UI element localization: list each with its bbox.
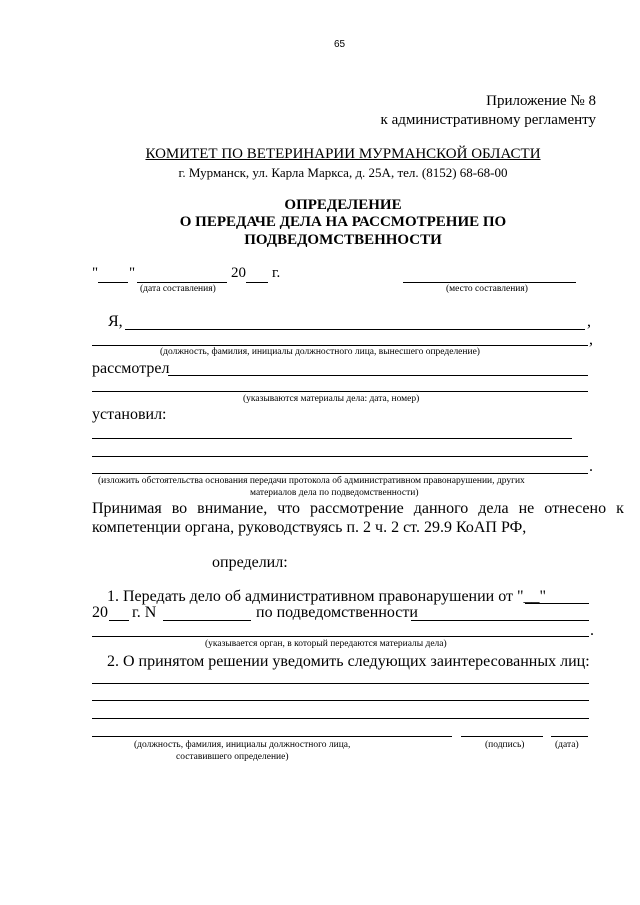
comma-1: , [587,313,591,330]
place-field[interactable] [403,282,576,283]
year-prefix: 20 [231,265,246,281]
decided-label: определил: [212,554,288,571]
item1-caption: (указывается орган, в который передаются материалы дела) [205,639,447,649]
day-quote-close: " [129,265,136,281]
committee-name: КОМИТЕТ ПО ВЕТЕРИНАРИИ МУРМАНСКОЙ ОБЛАСТИ [145,146,541,162]
signature-field[interactable] [461,736,543,737]
considered-field-line1[interactable] [168,375,588,376]
established-field-line3[interactable] [92,473,588,474]
item1-number-field[interactable] [163,620,251,621]
item1-month-field[interactable] [525,603,589,604]
appendix-number: Приложение № 8 [486,93,596,109]
signature-date-field[interactable] [551,736,588,737]
item2-text: 2. О принятом решении уведомить следующих заинтересованных лиц: [107,653,590,670]
item1-number-label: г. N [132,604,157,621]
item1-jurisdiction-field[interactable] [411,620,589,621]
year-field[interactable] [246,282,268,283]
considered-caption: (указываются материалы дела: дата, номер) [243,394,420,404]
day-field[interactable] [98,282,128,283]
body-text-line2: компетенции органа, руководствуясь п. 2 ч. 2 ст. 29.9 КоАП РФ, [92,519,527,536]
signature-official-field[interactable] [92,736,452,737]
item1-tail: по подведомственности [256,604,418,621]
document-title: ОПРЕДЕЛЕНИЕ [284,197,402,213]
official-caption: (должность, фамилия, инициалы должностного лица, вынесшего определение) [160,347,480,357]
item1-year-prefix: 20 [92,604,108,621]
date-caption: (дата составления) [140,284,216,294]
signature-caption: (подпись) [485,740,525,750]
established-dot: . [589,458,593,475]
considered-field-line2[interactable] [92,391,588,392]
item2-field-line1[interactable] [92,683,589,684]
established-caption-line2: материалов дела по подведомственности) [250,488,419,498]
document-subtitle-line1: О ПЕРЕДАЧЕ ДЕЛА НА РАССМОТРЕНИЕ ПО [179,214,507,230]
item2-field-line2[interactable] [92,700,589,701]
established-label: установил: [92,406,167,423]
appendix-regulation: к административному регламенту [380,112,596,128]
item2-field-line3[interactable] [92,718,589,719]
item1-line1: 1. Передать дело об административном правонарушении от "__" [107,588,547,605]
item1-dot: . [590,622,594,639]
day-quote-open: " [92,265,99,281]
item1-year-field[interactable] [109,620,129,621]
signature-date-caption: (дата) [555,740,579,750]
official-field-line2[interactable] [92,345,588,346]
item1-organ-field[interactable] [92,636,589,637]
year-suffix: г. [272,265,281,281]
i-label: Я, [108,313,123,330]
place-caption: (место составления) [446,284,528,294]
signature-official-caption-line2: составившего определение) [176,752,289,762]
page-number: 65 [334,39,346,50]
committee-address: г. Мурманск, ул. Карла Маркса, д. 25А, тел. (8152) 68-68-00 [178,165,508,180]
month-field[interactable] [137,282,227,283]
established-field-line1[interactable] [92,438,572,439]
established-field-line2[interactable] [92,456,588,457]
comma-2: , [589,331,593,348]
document-subtitle-line2: ПОДВЕДОМСТВЕННОСТИ [244,232,442,248]
official-field-line1[interactable] [125,329,585,330]
signature-official-caption-line1: (должность, фамилия, инициалы должностного лица, [134,740,351,750]
body-text-line1: Принимая во внимание, что рассмотрение данного дела не отнесено к [92,500,624,517]
established-caption-line1: (изложить обстоятельства основания передачи протокола об административном правонарушении, других [98,476,525,486]
considered-label: рассмотрел [92,360,170,377]
